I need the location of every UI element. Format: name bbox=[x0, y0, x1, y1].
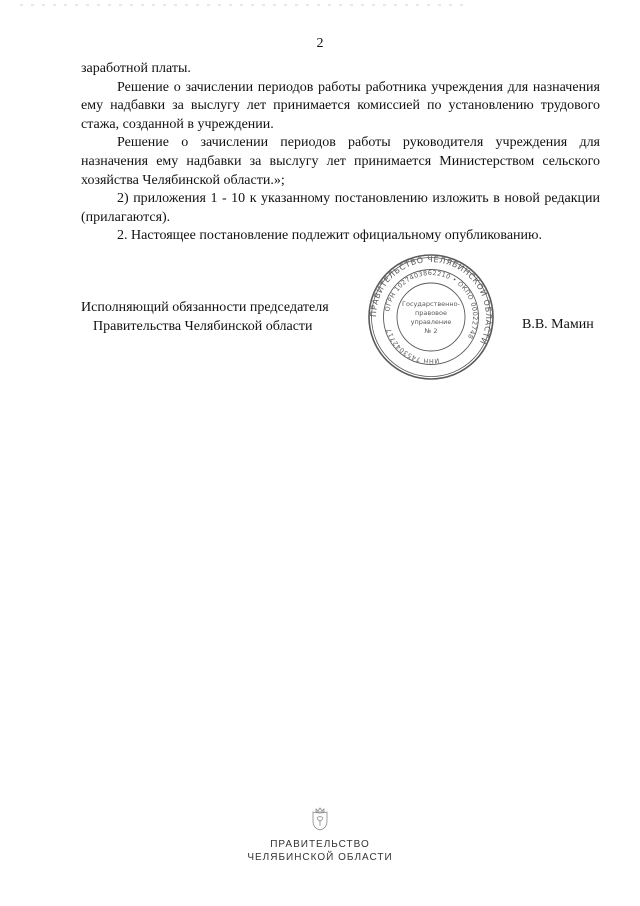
official-stamp bbox=[366, 252, 496, 382]
signer-title-line2: Правительства Челябинской области bbox=[93, 319, 313, 334]
paragraph-appendices: 2) приложения 1 - 10 к указанному постановлению изложить в новой редакции (прилагаются). bbox=[81, 191, 600, 225]
stamp-center-line1: Государственно- bbox=[402, 300, 460, 308]
signer-title bbox=[81, 298, 329, 336]
signer-title-line1: Исполняющий обязанности председателя bbox=[81, 300, 329, 315]
stamp-center-line3: управление bbox=[410, 318, 452, 326]
stamp-center-line4: № 2 bbox=[424, 327, 438, 335]
footer-line1: ПРАВИТЕЛЬСТВО bbox=[270, 839, 370, 850]
paragraph-publication: 2. Настоящее постановление подлежит официальному опубликованию. bbox=[117, 228, 542, 244]
document-body bbox=[81, 60, 600, 246]
stamp-outer-text: ПРАВИТЕЛЬСТВО ЧЕЛЯБИНСКОЙ ОБЛАСТИ bbox=[368, 254, 494, 346]
stamp-ring-text: ОГРН 1027403862210 • ОКПО 00022748 bbox=[383, 268, 480, 341]
footer-line2: ЧЕЛЯБИНСКОЙ ОБЛАСТИ bbox=[247, 852, 393, 863]
scan-artifact bbox=[20, 4, 470, 6]
signer-name: В.В. Мамин bbox=[522, 317, 594, 332]
stamp-center-line2: правовое bbox=[415, 309, 447, 317]
paragraph-director-decision: Решение о зачислении периодов работы руководителя учреждения для назначения ему надбавки за выслугу лет принимается Министерством сельского хозяйства Челябинской области.»; bbox=[81, 135, 600, 188]
page-number: 2 bbox=[316, 36, 324, 51]
stamp-inn-text: ИНН 7453042717 bbox=[384, 327, 440, 366]
paragraph-employee-decision: Решение о зачислении периодов работы работника учреждения для назначения ему надбавки за выслугу лет принимается комиссией по установлению трудового стажа, созданной в учреждении. bbox=[81, 79, 600, 132]
coat-of-arms-icon bbox=[309, 806, 331, 832]
paragraph-continuation: заработной платы. bbox=[81, 61, 191, 76]
footer bbox=[0, 806, 640, 864]
